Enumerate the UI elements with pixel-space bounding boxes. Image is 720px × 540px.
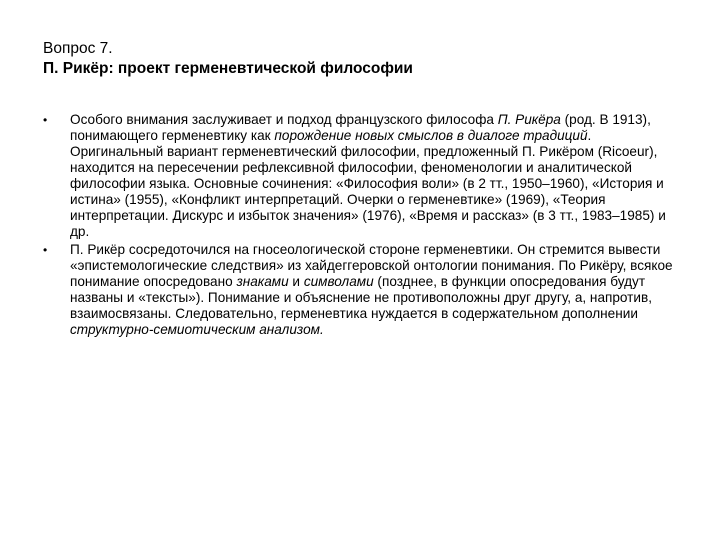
text-segment: (позднее, в функции опосредования будут названы и «тексты»). Понимание и объяснение не противоположны друг другу, а, напротив, взаимосвязаны. Следовательно, герменевтика нуждается в содержательном дополнении [70, 274, 653, 321]
bullet-item [43, 242, 683, 338]
text-segment-italic: символами [303, 274, 374, 289]
text-segment: Особого внимания заслуживает и подход французского философа [70, 112, 498, 127]
bullet-marker: • [43, 113, 48, 127]
slide-title [43, 39, 683, 79]
text-segment: (род. В 1913), понимающего герменевтику как [70, 112, 651, 143]
text-segment-italic: порождение новых смыслов в диалоге традиций [274, 128, 588, 143]
text-segment-italic: структурно-семиотическим анализом. [70, 322, 324, 337]
bullet-marker: • [43, 243, 48, 257]
text-segment: . Оригинальный вариант герменевтический философии, предложенный П. Рикёром (Ricoeur), находится на пересечении рефлексивной философии, феноменологии и аналитической философии языка. Основные сочинения: «Философия воли» (в 2 тт., 1950–1960), «История и истина» (1955), «Конфликт интерпретаций. Очерки о герменевтике» (1969), «Теория интерпретации. Дискурс и избыток значения» (1976), «Время и рассказ» (в 3 тт., 1983–1985) и др. [70, 128, 666, 239]
text-segment: П. Рикёр сосредоточился на гносеологической стороне герменевтики. Он стремится вывести «эпистемологические следствия» из хайдеггеровской онтологии понимания. По Рикёру, всякое понимание опосредовано [70, 242, 673, 289]
text-segment-italic: П. Рикёра [497, 112, 561, 127]
page-title: П. Рикёр: проект герменевтической философии [43, 60, 413, 77]
bullet-text [70, 112, 683, 240]
bullet-item [43, 112, 683, 240]
text-segment: и [288, 274, 304, 289]
bullet-list [43, 112, 683, 340]
text-segment-italic: знаками [236, 274, 289, 289]
question-number: Вопрос 7. [43, 40, 113, 57]
bullet-text [70, 242, 683, 338]
